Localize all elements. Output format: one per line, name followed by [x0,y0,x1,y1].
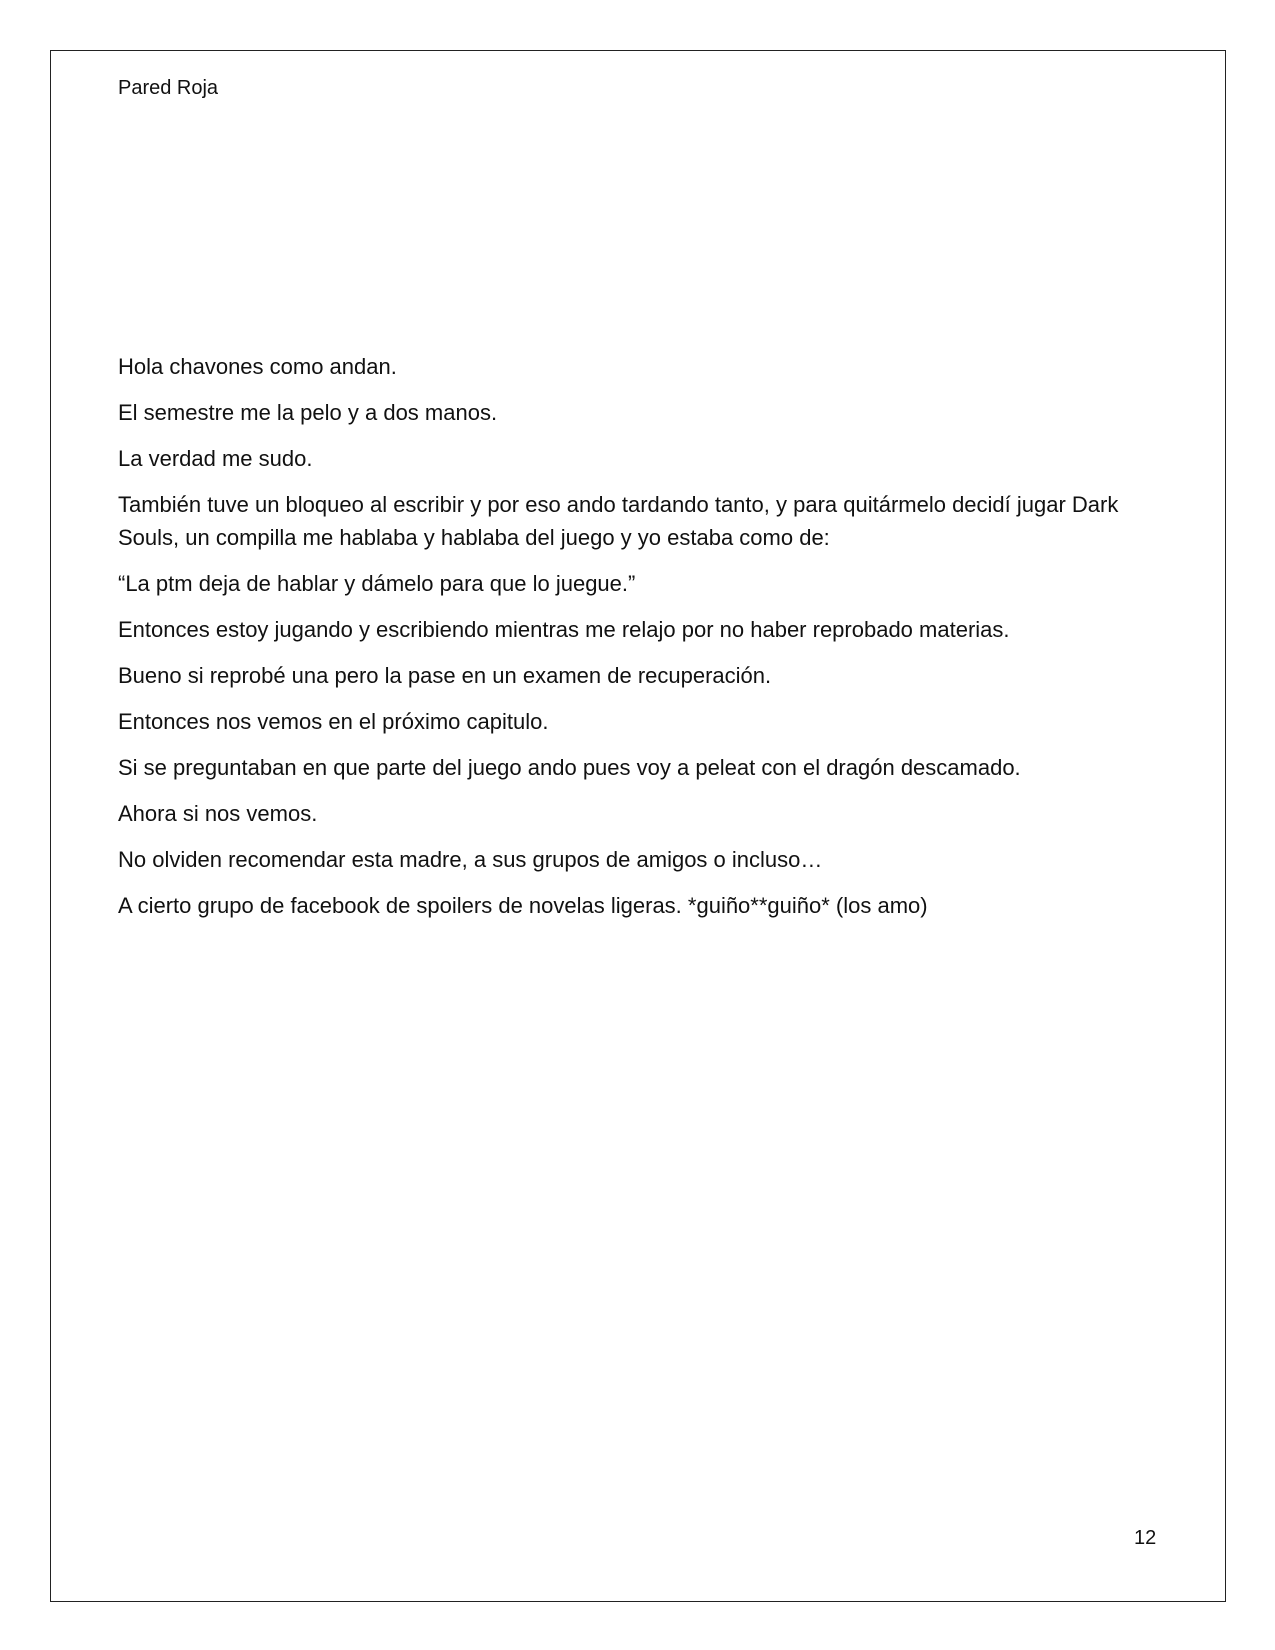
paragraph: No olviden recomendar esta madre, a sus grupos de amigos o incluso… [118,847,823,872]
paragraph: También tuve un bloqueo al escribir y por eso ando tardando tanto, y para quitármelo decidí jugar Dark Souls, un compilla me hablaba y hablaba del juego y yo estaba como de: [118,492,1119,550]
paragraph: Ahora si nos vemos. [118,801,318,826]
paragraph: “La ptm deja de hablar y dámelo para que lo juegue.” [118,571,636,596]
paragraph: La verdad me sudo. [118,446,313,471]
paragraph: Entonces estoy jugando y escribiendo mientras me relajo por no haber reprobado materias. [118,617,1010,642]
paragraph: El semestre me la pelo y a dos manos. [118,400,498,425]
paragraph: Si se preguntaban en que parte del juego ando pues voy a peleat con el dragón descamado. [118,755,1021,780]
paragraph: Bueno si reprobé una pero la pase en un examen de recuperación. [118,663,772,688]
paragraph: Entonces nos vemos en el próximo capitulo. [118,709,549,734]
paragraph: Hola chavones como andan. [118,354,397,379]
running-header: Pared Roja [118,77,219,99]
page-number: 12 [1134,1527,1157,1549]
document-body [118,350,1123,935]
paragraph: A cierto grupo de facebook de spoilers de novelas ligeras. *guiño**guiño* (los amo) [118,893,928,918]
